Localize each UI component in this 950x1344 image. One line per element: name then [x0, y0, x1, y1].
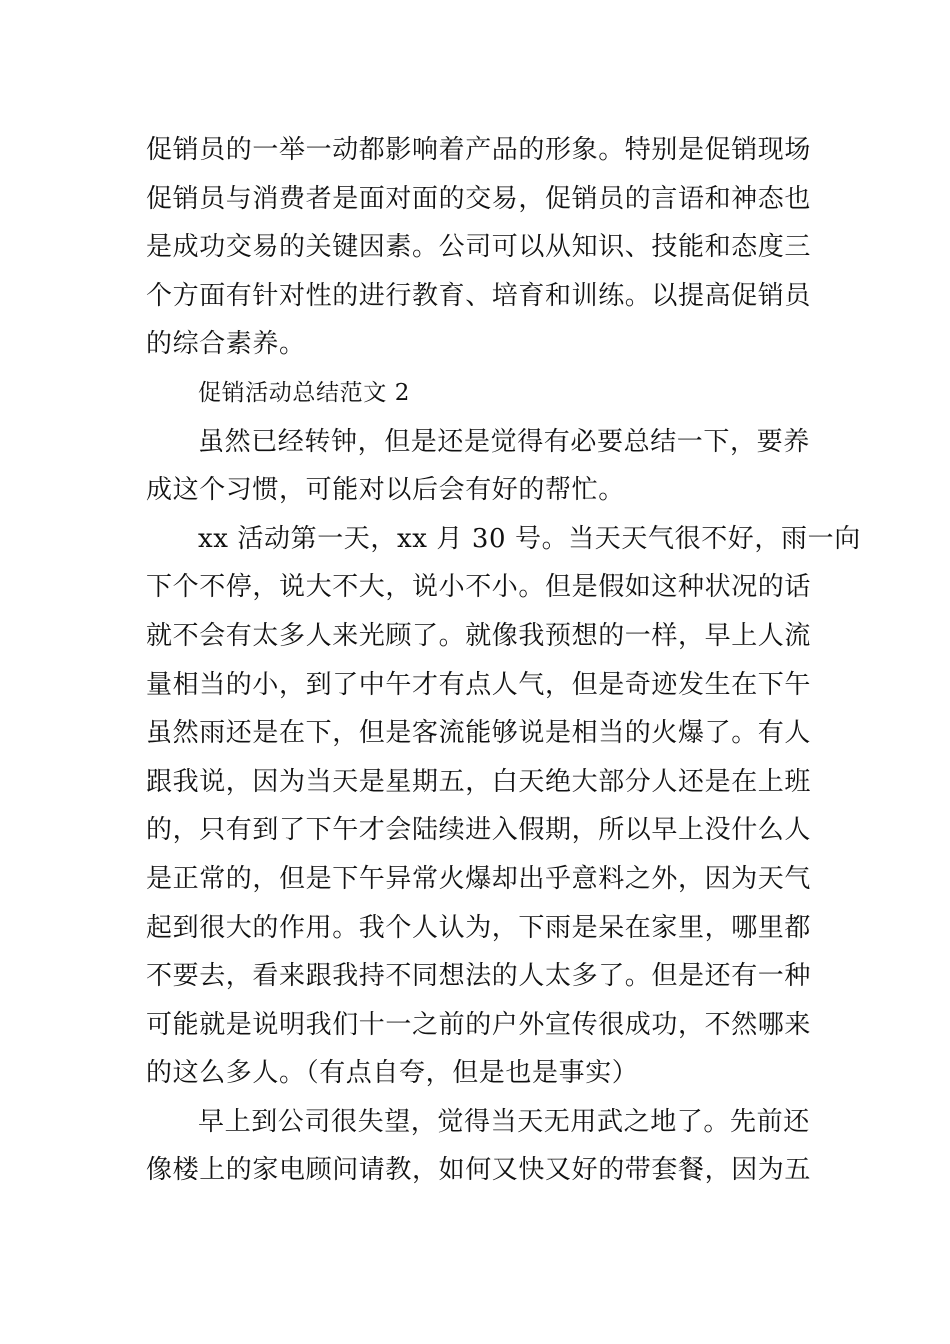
text-line: 可能就是说明我们十一之前的户外宣传很成功，不然哪来: [146, 1009, 812, 1040]
text-line: 量相当的小，到了中午才有点人气，但是奇迹发生在下午: [146, 669, 812, 700]
text-line: 像楼上的家电顾问请教，如何又快又好的带套餐，因为五: [146, 1155, 812, 1186]
text-line: 的综合素养。: [146, 329, 306, 360]
text-line: 就不会有太多人来光顾了。就像我预想的一样，早上人流: [146, 620, 812, 651]
paragraph-first-line: 早上到公司很失望，觉得当天无用武之地了。先前还: [198, 1106, 810, 1137]
text-line: 个方面有针对性的进行教育、培育和训练。以提高促销员: [146, 280, 812, 311]
section-heading: 促销活动总结范文 2: [198, 379, 410, 406]
text-line: 的，只有到了下午才会陆续进入假期，所以早上没什么人: [146, 815, 812, 846]
document-body: [146, 126, 861, 1195]
text-line: 促销员的一举一动都影响着产品的形象。特别是促销现场: [146, 135, 812, 165]
text-line: 成这个习惯，可能对以后会有好的帮忙。: [146, 475, 625, 506]
text-line: 是正常的，但是下午异常火爆却出乎意料之外，因为天气: [146, 863, 812, 894]
text-line: 不要去，看来跟我持不同想法的人太多了。但是还有一种: [146, 961, 812, 992]
text-line: 起到很大的作用。我个人认为，下雨是呆在家里，哪里都: [146, 912, 812, 943]
text-line: 是成功交易的关键因素。公司可以从知识、技能和态度三: [146, 232, 812, 263]
paragraph-first-line: 虽然已经转钟，但是还是觉得有必要总结一下，要养: [198, 426, 810, 457]
text-line: 下个不停，说大不大，说小不小。但是假如这种状况的话: [146, 572, 812, 603]
text-line: 跟我说，因为当天是星期五，白天绝大部分人还是在上班: [146, 766, 812, 797]
text-line: 促销员与消费者是面对面的交易，促销员的言语和神态也: [146, 183, 812, 214]
text-line: 的这么多人。（有点自夸，但是也是事实）: [146, 1058, 639, 1089]
paragraph-first-line: xx 活动第一天，xx 月 30 号。当天天气很不好，雨一向: [198, 523, 861, 554]
text-line: 虽然雨还是在下，但是客流能够说是相当的火爆了。有人: [146, 718, 812, 749]
